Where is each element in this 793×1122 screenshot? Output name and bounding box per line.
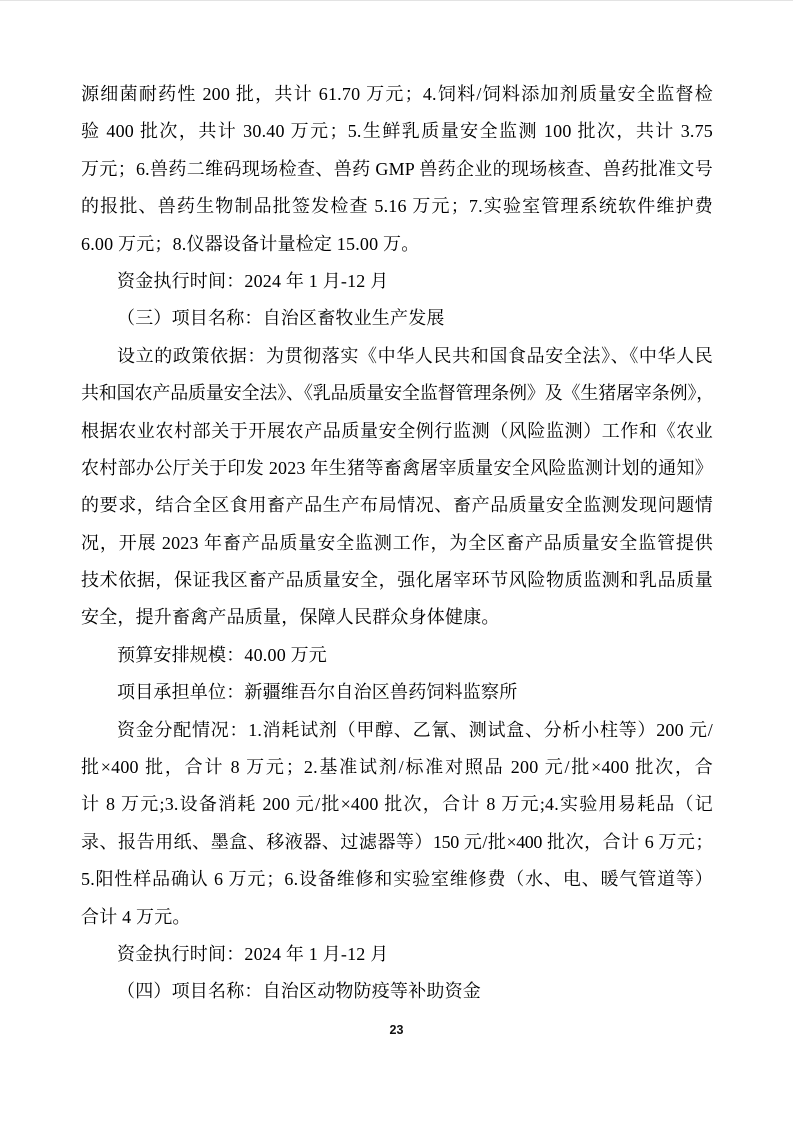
text-line: （三）项目名称：自治区畜牧业生产发展 xyxy=(117,308,445,329)
text-line: 况，开展 2023 年畜产品质量安全监测工作，为全区畜产品质量安全监管提供 xyxy=(81,532,713,553)
text-line: 万元；6.兽药二维码现场检查、兽药 GMP 兽药企业的现场核查、兽药批准文号 xyxy=(81,158,713,179)
page-number: 23 xyxy=(389,1023,404,1037)
text-line: 源细菌耐药性 200 批，共计 61.70 万元；4.饲料/饲料添加剂质量安全监督检 xyxy=(81,84,713,104)
text-line: 项目承担单位：新疆维吾尔自治区兽药饲料监察所 xyxy=(117,682,518,703)
text-line: 资金执行时间：2024 年 1 月-12 月 xyxy=(117,943,389,964)
text-line: 验 400 批次，共计 30.40 万元；5.生鲜乳质量安全监测 100 批次，共计 3.75 xyxy=(81,121,713,142)
text-line: 批×400 批，合计 8 万元；2.基准试剂/标准对照品 200 元/批×400 批次，合 xyxy=(81,757,713,778)
text-line: 录、报告用纸、墨盒、移液器、过滤器等）150 元/批×400 批次，合计 6 万元； xyxy=(81,831,713,852)
text-line: 根据农业农村部关于开展农产品质量安全例行监测（风险监测）工作和《农业 xyxy=(81,420,713,441)
text-line: 合计 4 万元。 xyxy=(81,906,191,927)
text-line: 农村部办公厅关于印发 2023 年生猪等畜禽屠宰质量安全风险监测计划的通知》 xyxy=(81,457,713,478)
text-line: 预算安排规模：40.00 万元 xyxy=(117,644,327,665)
text-line: 设立的政策依据：为贯彻落实《中华人民共和国食品安全法》、《中华人民 xyxy=(117,345,713,366)
text-line: 资金执行时间：2024 年 1 月-12 月 xyxy=(117,270,389,291)
text-line: 安全，提升畜禽产品质量，保障人民群众身体健康。 xyxy=(81,607,500,628)
text-line: 资金分配情况：1.消耗试剂（甲醇、乙氰、测试盒、分析小柱等）200 元/ xyxy=(117,719,713,740)
document-body xyxy=(81,76,713,1011)
text-line: 计 8 万元;3.设备消耗 200 元/批×400 批次，合计 8 万元;4.实验用易耗品（记 xyxy=(81,794,713,815)
text-line: （四）项目名称：自治区动物防疫等补助资金 xyxy=(117,981,481,1002)
text-line: 6.00 万元；8.仪器设备计量检定 15.00 万。 xyxy=(81,233,420,254)
text-line: 5.阳性样品确认 6 万元；6.设备维修和实验室维修费（水、电、暖气管道等） xyxy=(81,869,713,890)
text-line: 的要求，结合全区食用畜产品生产布局情况、畜产品质量安全监测发现问题情 xyxy=(81,495,713,516)
text-line: 技术依据，保证我区畜产品质量安全，强化屠宰环节风险物质监测和乳品质量 xyxy=(81,570,713,591)
text-line: 共和国农产品质量安全法》、《乳品质量安全监督管理条例》及《生猪屠宰条例》， xyxy=(81,383,713,404)
text-line: 的报批、兽药生物制品批签发检查 5.16 万元；7.实验室管理系统软件维护费 xyxy=(81,196,713,217)
